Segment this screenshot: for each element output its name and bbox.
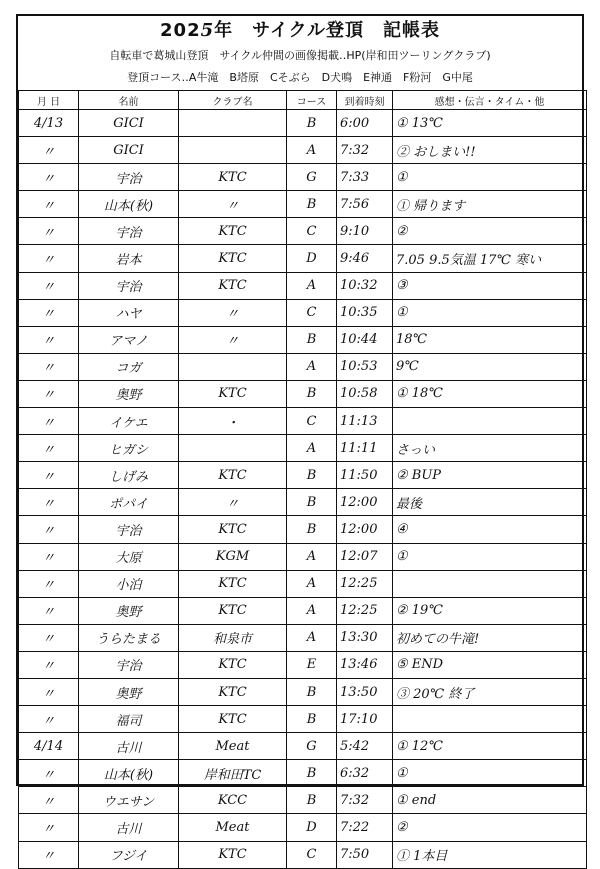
row-time: 13:30 bbox=[337, 624, 393, 651]
row-date: 〃 bbox=[19, 408, 79, 435]
row-club: Meat bbox=[179, 814, 287, 841]
row-note: 初めての牛滝! bbox=[393, 624, 587, 651]
row-club: KTC bbox=[179, 462, 287, 489]
row-name: 古川 bbox=[79, 814, 179, 841]
row-time: 11:13 bbox=[337, 408, 393, 435]
row-note: ② bbox=[393, 814, 587, 841]
row-club: KTC bbox=[179, 570, 287, 597]
row-date: 〃 bbox=[19, 570, 79, 597]
row-course: D bbox=[287, 814, 337, 841]
page-title bbox=[18, 16, 582, 46]
row-course: A bbox=[287, 353, 337, 380]
row-course: D bbox=[287, 245, 337, 272]
row-name: GICI bbox=[79, 137, 179, 164]
row-time: 7:33 bbox=[337, 164, 393, 191]
row-club: 和泉市 bbox=[179, 624, 287, 651]
table-row bbox=[19, 678, 587, 705]
row-club bbox=[179, 435, 287, 462]
row-course: E bbox=[287, 651, 337, 678]
row-note: ① 12℃ bbox=[393, 733, 587, 760]
table-row bbox=[19, 408, 587, 435]
row-time: 7:32 bbox=[337, 787, 393, 814]
row-course: B bbox=[287, 380, 337, 407]
table-row bbox=[19, 624, 587, 651]
row-date: 〃 bbox=[19, 462, 79, 489]
row-date: 〃 bbox=[19, 760, 79, 787]
table-row bbox=[19, 787, 587, 814]
logbook-sheet bbox=[16, 14, 584, 865]
row-club: KTC bbox=[179, 516, 287, 543]
table-row bbox=[19, 137, 587, 164]
table-row bbox=[19, 733, 587, 760]
row-date: 〃 bbox=[19, 814, 79, 841]
table-row bbox=[19, 651, 587, 678]
row-date: 〃 bbox=[19, 516, 79, 543]
row-date: 〃 bbox=[19, 489, 79, 516]
row-date: 〃 bbox=[19, 137, 79, 164]
table-row bbox=[19, 760, 587, 787]
table-row bbox=[19, 218, 587, 245]
row-date: 〃 bbox=[19, 841, 79, 868]
row-time: 10:53 bbox=[337, 353, 393, 380]
row-note: ① 13℃ bbox=[393, 110, 587, 137]
row-note: ① 1本目 bbox=[393, 841, 587, 868]
row-note: ① bbox=[393, 299, 587, 326]
row-name: 岩本 bbox=[79, 245, 179, 272]
row-time: 13:50 bbox=[337, 678, 393, 705]
row-course: A bbox=[287, 137, 337, 164]
row-course: B bbox=[287, 516, 337, 543]
row-club: 〃 bbox=[179, 299, 287, 326]
header-club: クラブ名 bbox=[179, 91, 287, 110]
title-text: 年 サイクル登頂 記帳表 bbox=[214, 20, 440, 41]
row-date: 〃 bbox=[19, 326, 79, 353]
row-time: 10:32 bbox=[337, 272, 393, 299]
row-note: ③ 20℃ 終了 bbox=[393, 678, 587, 705]
row-date: 〃 bbox=[19, 435, 79, 462]
row-time: 12:00 bbox=[337, 489, 393, 516]
row-name: 宇治 bbox=[79, 218, 179, 245]
row-name: GICI bbox=[79, 110, 179, 137]
row-date: 〃 bbox=[19, 678, 79, 705]
row-club: KTC bbox=[179, 218, 287, 245]
table-row bbox=[19, 489, 587, 516]
row-name: 小泊 bbox=[79, 570, 179, 597]
row-name: イケエ bbox=[79, 408, 179, 435]
table-row bbox=[19, 272, 587, 299]
table-row bbox=[19, 462, 587, 489]
row-course: A bbox=[287, 570, 337, 597]
row-course: A bbox=[287, 597, 337, 624]
row-note: ② BUP bbox=[393, 462, 587, 489]
row-club: Meat bbox=[179, 733, 287, 760]
row-name: しげみ bbox=[79, 462, 179, 489]
table-row bbox=[19, 435, 587, 462]
row-course: B bbox=[287, 191, 337, 218]
row-note: ⑤ END bbox=[393, 651, 587, 678]
row-course: C bbox=[287, 841, 337, 868]
row-club: ・ bbox=[179, 408, 287, 435]
row-date: 〃 bbox=[19, 245, 79, 272]
row-club: 岸和田TC bbox=[179, 760, 287, 787]
row-name: 宇治 bbox=[79, 272, 179, 299]
row-time: 10:44 bbox=[337, 326, 393, 353]
row-name: フジイ bbox=[79, 841, 179, 868]
row-course: B bbox=[287, 787, 337, 814]
row-time: 9:10 bbox=[337, 218, 393, 245]
row-name: ウエサン bbox=[79, 787, 179, 814]
log-table bbox=[18, 90, 587, 869]
row-note: ① end bbox=[393, 787, 587, 814]
table-row bbox=[19, 245, 587, 272]
row-course: B bbox=[287, 462, 337, 489]
row-course: A bbox=[287, 272, 337, 299]
row-note: 7.05 9.5気温 17℃ 寒い bbox=[393, 245, 587, 272]
header-arrival-time: 到着時刻 bbox=[337, 91, 393, 110]
row-note: ④ bbox=[393, 516, 587, 543]
row-name: うらたまる bbox=[79, 624, 179, 651]
row-time: 5:42 bbox=[337, 733, 393, 760]
row-course: B bbox=[287, 760, 337, 787]
row-date: 〃 bbox=[19, 272, 79, 299]
table-row bbox=[19, 814, 587, 841]
title-year-digit: 5 bbox=[200, 20, 215, 41]
row-time: 7:22 bbox=[337, 814, 393, 841]
row-club: KTC bbox=[179, 245, 287, 272]
table-header-row bbox=[19, 91, 587, 110]
row-time: 10:58 bbox=[337, 380, 393, 407]
row-note: ③ bbox=[393, 272, 587, 299]
row-date: 〃 bbox=[19, 787, 79, 814]
row-course: B bbox=[287, 706, 337, 733]
row-note bbox=[393, 706, 587, 733]
row-note: ① bbox=[393, 164, 587, 191]
row-course: C bbox=[287, 299, 337, 326]
row-time: 12:25 bbox=[337, 597, 393, 624]
row-time: 12:25 bbox=[337, 570, 393, 597]
row-name: 福司 bbox=[79, 706, 179, 733]
row-note bbox=[393, 570, 587, 597]
row-name: 奥野 bbox=[79, 380, 179, 407]
row-club: KTC bbox=[179, 651, 287, 678]
table-row bbox=[19, 570, 587, 597]
row-note: ② bbox=[393, 218, 587, 245]
table-row bbox=[19, 597, 587, 624]
table-row bbox=[19, 353, 587, 380]
row-note: 18℃ bbox=[393, 326, 587, 353]
row-date: 〃 bbox=[19, 651, 79, 678]
header-name: 名前 bbox=[79, 91, 179, 110]
row-course: B bbox=[287, 678, 337, 705]
row-date: 〃 bbox=[19, 380, 79, 407]
table-row bbox=[19, 110, 587, 137]
row-note: ② 19℃ bbox=[393, 597, 587, 624]
table-row bbox=[19, 299, 587, 326]
row-time: 12:00 bbox=[337, 516, 393, 543]
row-club bbox=[179, 110, 287, 137]
row-note: ① bbox=[393, 760, 587, 787]
row-note bbox=[393, 408, 587, 435]
header-course: コース bbox=[287, 91, 337, 110]
row-club: KTC bbox=[179, 164, 287, 191]
row-date: 〃 bbox=[19, 353, 79, 380]
row-name: ハヤ bbox=[79, 299, 179, 326]
row-course: A bbox=[287, 435, 337, 462]
row-date: 〃 bbox=[19, 624, 79, 651]
row-time: 6:32 bbox=[337, 760, 393, 787]
row-course: B bbox=[287, 489, 337, 516]
row-course: B bbox=[287, 110, 337, 137]
row-time: 7:50 bbox=[337, 841, 393, 868]
row-note: 9℃ bbox=[393, 353, 587, 380]
row-date: 4/13 bbox=[19, 110, 79, 137]
course-legend: 登頂コース‥A牛滝 B塔原 Cそぶら D犬鳴 E神通 F粉河 G中尾 bbox=[127, 71, 473, 84]
row-course: C bbox=[287, 408, 337, 435]
row-date: 4/14 bbox=[19, 733, 79, 760]
row-time: 7:32 bbox=[337, 137, 393, 164]
row-club bbox=[179, 137, 287, 164]
row-time: 10:35 bbox=[337, 299, 393, 326]
row-name: 宇治 bbox=[79, 164, 179, 191]
table-row bbox=[19, 841, 587, 868]
table-row bbox=[19, 706, 587, 733]
row-club: KTC bbox=[179, 706, 287, 733]
row-note: さっい bbox=[393, 435, 587, 462]
row-time: 11:50 bbox=[337, 462, 393, 489]
row-club: 〃 bbox=[179, 489, 287, 516]
header-date: 月 日 bbox=[19, 91, 79, 110]
row-note: ① 18℃ bbox=[393, 380, 587, 407]
row-date: 〃 bbox=[19, 706, 79, 733]
table-row bbox=[19, 164, 587, 191]
row-name: アマノ bbox=[79, 326, 179, 353]
table-row bbox=[19, 543, 587, 570]
title-prefix: 202 bbox=[160, 20, 201, 41]
row-course: G bbox=[287, 733, 337, 760]
row-course: G bbox=[287, 164, 337, 191]
row-date: 〃 bbox=[19, 299, 79, 326]
row-course: A bbox=[287, 624, 337, 651]
row-name: 大原 bbox=[79, 543, 179, 570]
row-time: 13:46 bbox=[337, 651, 393, 678]
row-date: 〃 bbox=[19, 191, 79, 218]
row-name: 古川 bbox=[79, 733, 179, 760]
row-course: A bbox=[287, 543, 337, 570]
row-club: KTC bbox=[179, 841, 287, 868]
header-notes: 感想・伝言・タイム・他 bbox=[393, 91, 587, 110]
table-row bbox=[19, 516, 587, 543]
row-club: KTC bbox=[179, 380, 287, 407]
row-time: 9:46 bbox=[337, 245, 393, 272]
row-club: KTC bbox=[179, 597, 287, 624]
row-club: KTC bbox=[179, 272, 287, 299]
row-name: コガ bbox=[79, 353, 179, 380]
row-name: 山本(秋) bbox=[79, 191, 179, 218]
row-date: 〃 bbox=[19, 218, 79, 245]
row-time: 17:10 bbox=[337, 706, 393, 733]
row-note: 最後 bbox=[393, 489, 587, 516]
row-club bbox=[179, 353, 287, 380]
row-name: ヒガシ bbox=[79, 435, 179, 462]
row-course: C bbox=[287, 218, 337, 245]
row-time: 6:00 bbox=[337, 110, 393, 137]
row-name: 奥野 bbox=[79, 597, 179, 624]
table-row bbox=[19, 380, 587, 407]
table-row bbox=[19, 191, 587, 218]
row-name: 奥野 bbox=[79, 678, 179, 705]
row-time: 7:56 bbox=[337, 191, 393, 218]
row-club: KGM bbox=[179, 543, 287, 570]
row-course: B bbox=[287, 326, 337, 353]
row-note: ① bbox=[393, 543, 587, 570]
row-name: 宇治 bbox=[79, 516, 179, 543]
row-time: 11:11 bbox=[337, 435, 393, 462]
row-note: ② おしまい!! bbox=[393, 137, 587, 164]
table-row bbox=[19, 326, 587, 353]
row-date: 〃 bbox=[19, 597, 79, 624]
row-club: KTC bbox=[179, 678, 287, 705]
row-club: KCC bbox=[179, 787, 287, 814]
info-line: 自転車で葛城山登頂 サイクル仲間の画像掲載‥HP(岸和田ツーリングクラブ) bbox=[109, 49, 491, 62]
row-name: 宇治 bbox=[79, 651, 179, 678]
row-name: 山本(秋) bbox=[79, 760, 179, 787]
row-date: 〃 bbox=[19, 543, 79, 570]
row-name: ポパイ bbox=[79, 489, 179, 516]
row-time: 12:07 bbox=[337, 543, 393, 570]
row-club: 〃 bbox=[179, 191, 287, 218]
row-club: 〃 bbox=[179, 326, 287, 353]
row-date: 〃 bbox=[19, 164, 79, 191]
row-note: ① 帰ります bbox=[393, 191, 587, 218]
